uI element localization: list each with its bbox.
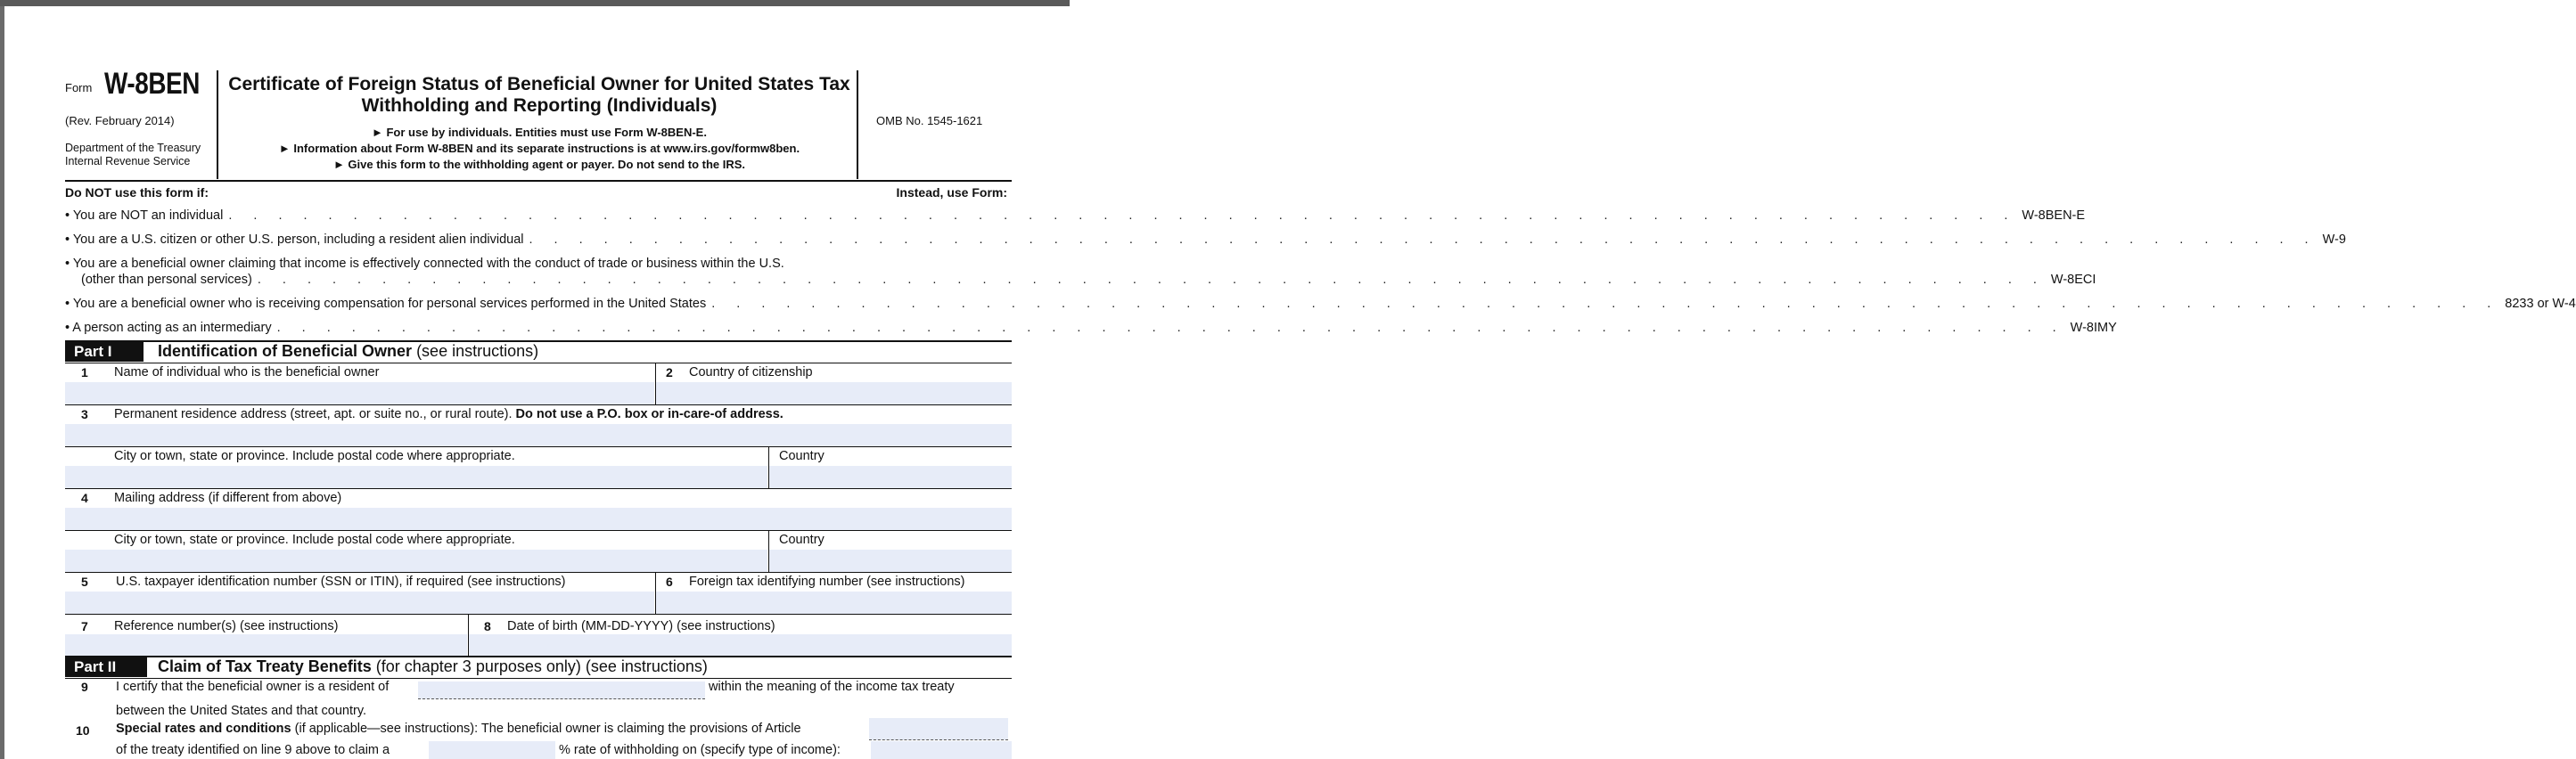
- field-label: Country of citizenship: [689, 365, 813, 380]
- part1-title-bold: Identification of Beneficial Owner: [158, 342, 413, 360]
- field-label: U.S. taxpayer identification number (SSN or ITIN), if required (see instructions): [116, 575, 566, 589]
- line10-text-b: of the treaty identified on line 9 above to claim a: [116, 743, 390, 757]
- part1-tag: Part I: [65, 342, 144, 362]
- income-type-input[interactable]: [871, 741, 1012, 759]
- instead-use-heading: Instead, use Form:: [896, 185, 1007, 200]
- permanent-address-input[interactable]: [65, 424, 1012, 446]
- department-line2: Internal Revenue Service: [65, 155, 191, 167]
- dot-leader: . . . . . . . . . . . . . . . . . . . . . . . . . . . . . . . . . . . . . . . . . . . . . . . . . . . . . . . . . . . . . . . . . . . . . . . .: [529, 233, 2318, 247]
- exclusion-row: [81, 273, 2096, 287]
- divider: [65, 530, 1012, 531]
- divider: [65, 488, 1012, 489]
- header-divider-right: [857, 70, 858, 179]
- field-label: Date of birth (MM-DD-YYYY) (see instructions): [507, 619, 775, 633]
- exclusion-row: [65, 297, 2576, 311]
- treaty-country-input[interactable]: [418, 681, 705, 699]
- part2-tag: Part II: [65, 657, 147, 677]
- window-top-bar: [0, 0, 1070, 6]
- mailing-address-input[interactable]: [65, 508, 1012, 530]
- field-number: 4: [81, 491, 88, 505]
- dot-leader: . . . . . . . . . . . . . . . . . . . . . . . . . . . . . . . . . . . . . . . . . . . . . . . . . . . . . . . . . . . . . . . . . . . . . . . .: [711, 297, 2500, 311]
- line10-rest: (if applicable—see instructions): The beneficial owner is claiming the provisions of Article: [294, 722, 801, 736]
- permanent-city-input[interactable]: [65, 466, 767, 488]
- divider: [65, 572, 1012, 573]
- mailing-city-input[interactable]: [65, 550, 767, 572]
- reference-number-input[interactable]: [65, 634, 467, 656]
- field-number: 3: [81, 407, 88, 421]
- field-number: 6: [666, 575, 673, 589]
- field-label-text: Permanent residence address (street, apt. or suite no., or rural route).: [114, 407, 513, 421]
- beneficial-owner-name-input[interactable]: [65, 382, 654, 404]
- line9-text-b: within the meaning of the income tax treaty: [709, 680, 955, 694]
- permanent-country-input[interactable]: [769, 466, 1012, 488]
- header-divider-left: [217, 70, 218, 179]
- field-number: 1: [81, 365, 88, 380]
- line10-text-a: [116, 722, 801, 736]
- part2-title-suffix: (for chapter 3 purposes only) (see instructions): [375, 657, 708, 675]
- exclusion-text: • You are NOT an individual: [65, 208, 224, 223]
- omb-number: OMB No. 1545-1621: [876, 114, 983, 127]
- line10-bold: Special rates and conditions: [116, 722, 291, 736]
- field-label: Country: [779, 449, 824, 463]
- divider: [65, 614, 1012, 615]
- header-rule: [65, 180, 1012, 182]
- line9-text-c: between the United States and that country.: [116, 704, 367, 718]
- date-of-birth-input[interactable]: [469, 634, 1012, 656]
- field-number: 10: [76, 723, 90, 738]
- exclusion-row: [65, 321, 2117, 335]
- mailing-country-input[interactable]: [769, 550, 1012, 572]
- citizenship-country-input[interactable]: [656, 382, 1012, 404]
- revision-date: (Rev. February 2014): [65, 114, 175, 127]
- dot-leader: . . . . . . . . . . . . . . . . . . . . . . . . . . . . . . . . . . . . . . . . . . . . . . . . . . . . . . . . . . . . . . . . . . . . . . . .: [276, 321, 2065, 335]
- department-line1: Department of the Treasury: [65, 142, 201, 154]
- us-tin-input[interactable]: [65, 592, 654, 614]
- field-number: 7: [81, 619, 88, 633]
- field-number: 8: [484, 619, 491, 633]
- divider: [65, 404, 1012, 405]
- alternative-form: W-8BEN-E: [2022, 208, 2086, 223]
- exclusion-text-line1: • You are a beneficial owner claiming that income is effectively connected with the conduct of trade or business within the U.S.: [65, 257, 784, 271]
- field-label: Foreign tax identifying number (see instructions): [689, 575, 965, 589]
- line10-text-c: % rate of withholding on (specify type of income):: [559, 743, 841, 757]
- dot-leader: . . . . . . . . . . . . . . . . . . . . . . . . . . . . . . . . . . . . . . . . . . . . . . . . . . . . . . . . . . . . . . . . . . . . . . . .: [257, 273, 2046, 287]
- form-title: Certificate of Foreign Status of Beneficial Owner for United States Tax Withholding and Reporting (Individuals): [228, 74, 850, 116]
- instruction-line-2: ► Information about Form W-8BEN and its separate instructions is at www.irs.gov/formw8ben.: [278, 142, 800, 155]
- exclusion-text: • You are a beneficial owner who is receiving compensation for personal services performed in the United States: [65, 297, 707, 311]
- withholding-rate-input[interactable]: [429, 741, 555, 759]
- foreign-tin-input[interactable]: [656, 592, 1012, 614]
- part2-title: [158, 657, 708, 676]
- treaty-article-input[interactable]: [869, 718, 1008, 740]
- field-label: Name of individual who is the beneficial owner: [114, 365, 380, 380]
- field-label-bold: Do not use a P.O. box or in-care-of address.: [515, 407, 783, 421]
- alternative-form: 8233 or W-4: [2505, 297, 2576, 311]
- field-number: 2: [666, 365, 673, 380]
- instruction-line-3: ► Give this form to the withholding agent or payer. Do not send to the IRS.: [332, 158, 746, 171]
- line9-text-a: I certify that the beneficial owner is a resident of: [116, 680, 390, 694]
- field-label: Reference number(s) (see instructions): [114, 619, 339, 633]
- divider: [65, 446, 1012, 447]
- field-label: Country: [779, 533, 824, 547]
- exclusion-text: • You are a U.S. citizen or other U.S. person, including a resident alien individual: [65, 233, 524, 247]
- alternative-form: W-8IMY: [2070, 321, 2117, 335]
- exclusion-text: (other than personal services): [81, 273, 252, 287]
- field-label: Mailing address (if different from above): [114, 491, 342, 505]
- field-label: City or town, state or province. Include postal code where appropriate.: [114, 449, 515, 463]
- exclusion-text: • A person acting as an intermediary: [65, 321, 272, 335]
- instruction-line-1: ► For use by individuals. Entities must use Form W-8BEN-E.: [372, 126, 707, 139]
- form-id: W-8BEN: [104, 67, 200, 101]
- field-label: [114, 407, 783, 421]
- field-number: 5: [81, 575, 88, 589]
- exclusion-row: [65, 233, 2346, 247]
- do-not-use-heading: Do NOT use this form if:: [65, 185, 209, 200]
- part1-title: [158, 342, 538, 361]
- form-word: Form: [65, 81, 93, 94]
- dot-leader: . . . . . . . . . . . . . . . . . . . . . . . . . . . . . . . . . . . . . . . . . . . . . . . . . . . . . . . . . . . . . . . . . . . . . . . .: [228, 208, 2017, 223]
- divider: [65, 678, 1012, 679]
- alternative-form: W-9: [2322, 233, 2346, 247]
- field-number: 9: [81, 680, 88, 694]
- alternative-form: W-8ECI: [2050, 273, 2096, 287]
- field-label: City or town, state or province. Include postal code where appropriate.: [114, 533, 515, 547]
- part1-title-suffix: (see instructions): [416, 342, 539, 360]
- part2-title-bold: Claim of Tax Treaty Benefits: [158, 657, 372, 675]
- form-page: [4, 6, 2576, 759]
- exclusion-row: [65, 208, 2086, 223]
- department: [65, 142, 226, 168]
